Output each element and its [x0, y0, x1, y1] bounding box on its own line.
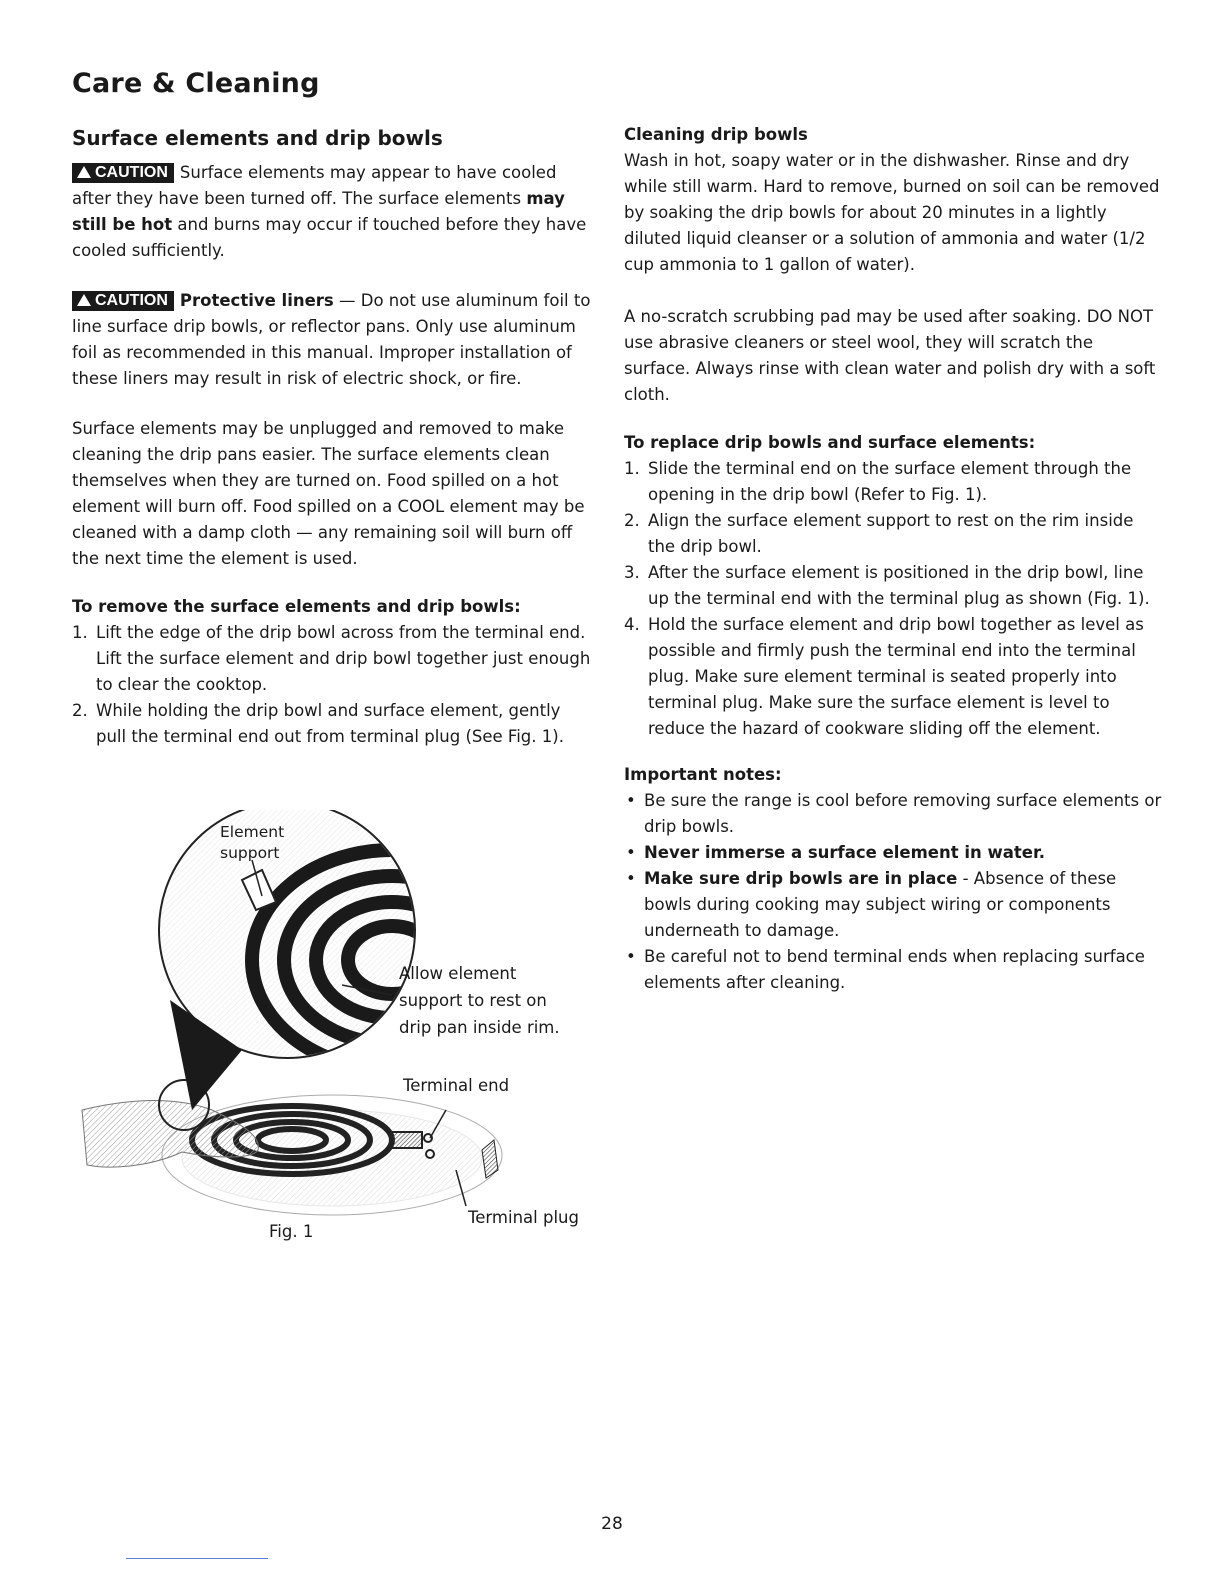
list-item	[624, 840, 1164, 866]
note-bold: Make sure drip bowls are in place	[644, 869, 958, 888]
step-text: Lift the edge of the drip bowl across from the terminal end. Lift the surface element and drip bowl together just enough to clear the cooktop.	[96, 623, 591, 694]
caution-paragraph-1	[72, 160, 594, 264]
page-number: 28	[601, 1514, 623, 1534]
bullet-icon: •	[626, 869, 636, 888]
surface-elements-paragraph: Surface elements may be unplugged and removed to make cleaning the drip pans easier. The surface elements clean themselves when they are turned on. Food spilled on a hot element will burn off. Food spilled on a COOL element may be cleaned with a damp cloth — any remaining soil will burn off the next time the element is used.	[72, 419, 585, 568]
warning-triangle-icon	[77, 166, 91, 178]
replace-steps	[624, 456, 1164, 742]
page-title: Care & Cleaning	[72, 68, 320, 99]
cleaning-paragraph-1: Wash in hot, soapy water or in the dishwasher. Rinse and dry while still warm. Hard to remove, burned on soil can be removed by soaking the drip bowls for about 20 minutes in a lightly diluted liquid cleanser or a solution of ammonia and water (1/2 cup ammonia to 1 gallon of water).	[624, 151, 1160, 274]
right-column	[624, 122, 1164, 996]
remove-heading: To remove the surface elements and drip bowls:	[72, 597, 521, 616]
warning-triangle-icon	[77, 294, 91, 306]
label-allow-element	[399, 960, 560, 1041]
step-number: 2.	[624, 511, 640, 530]
bullet-icon: •	[626, 947, 636, 966]
caution1-text-end: and burns may occur if touched before they have cooled sufficiently.	[72, 215, 587, 260]
list-item	[624, 866, 1164, 944]
label-terminal-end: Terminal end	[403, 1076, 510, 1095]
label-terminal-plug: Terminal plug	[468, 1208, 579, 1227]
notes-heading: Important notes:	[624, 765, 782, 784]
caution-badge	[72, 291, 174, 311]
cleaning-heading: Cleaning drip bowls	[624, 125, 808, 144]
list-item	[624, 560, 1164, 612]
note-text: - Absence of these bowls during cooking may subject wiring or components underneath to damage.	[644, 869, 1117, 940]
label-line: Element	[220, 823, 285, 841]
list-item	[624, 612, 1164, 742]
remove-steps	[72, 620, 594, 750]
note-text: Be sure the range is cool before removing surface elements or drip bowls.	[644, 791, 1162, 836]
step-text: Align the surface element support to rest on the rim inside the drip bowl.	[648, 511, 1134, 556]
note-text: Be careful not to bend terminal ends when replacing surface elements after cleaning.	[644, 947, 1145, 992]
list-item	[624, 944, 1164, 996]
bullet-icon: •	[626, 843, 636, 862]
step-number: 3.	[624, 563, 640, 582]
step-text: After the surface element is positioned in the drip bowl, line up the terminal end with the terminal plug as shown (Fig. 1).	[648, 563, 1150, 608]
figure-caption: Fig. 1	[269, 1222, 314, 1241]
caution2-bold: Protective liners	[179, 291, 334, 310]
figure-1	[62, 810, 602, 1250]
replace-heading: To replace drip bowls and surface elements:	[624, 433, 1036, 452]
list-item	[624, 508, 1164, 560]
step-text: Hold the surface element and drip bowl together as level as possible and firmly push the terminal end into the terminal plug. Make sure element terminal is seated properly into terminal plug. Make sure the surface element is level to reduce the hazard of cookware sliding off the element.	[648, 615, 1144, 738]
label-line: drip pan inside rim.	[399, 1018, 560, 1037]
step-number: 2.	[72, 701, 88, 720]
list-item	[72, 620, 594, 698]
label-line: support to rest on	[399, 991, 547, 1010]
note-bold: Never immerse a surface element in water.	[644, 843, 1046, 862]
caution2-text: — Do not use aluminum foil to line surface drip bowls, or reflector pans. Only use aluminum foil as recommended in this manual. Improper installation of these liners may result in risk of electric shock, or fire.	[72, 291, 591, 388]
footer-rule	[126, 1558, 268, 1559]
step-text: While holding the drip bowl and surface element, gently pull the terminal end out from terminal plug (See Fig. 1).	[96, 701, 564, 746]
step-number: 4.	[624, 615, 640, 634]
list-item	[624, 788, 1164, 840]
step-number: 1.	[72, 623, 88, 642]
caution-paragraph-2	[72, 288, 594, 392]
caution1-text: Surface elements may appear to have cooled after they have been turned off. The surface elements	[72, 163, 557, 208]
cleaning-paragraph-2: A no-scratch scrubbing pad may be used after soaking. DO NOT use abrasive cleaners or steel wool, they will scratch the surface. Always rinse with clean water and polish dry with a soft cloth.	[624, 307, 1156, 404]
section-title: Surface elements and drip bowls	[72, 126, 443, 150]
step-number: 1.	[624, 459, 640, 478]
step-text: Slide the terminal end on the surface element through the opening in the drip bowl (Refer to Fig. 1).	[648, 459, 1132, 504]
label-line: support	[220, 844, 280, 862]
label-line: Allow element	[399, 964, 517, 983]
important-notes	[624, 788, 1164, 996]
caution-label: CAUTION	[95, 292, 168, 309]
terminal-plug-icon	[482, 1140, 498, 1178]
left-column	[72, 120, 594, 750]
list-item	[624, 456, 1164, 508]
label-element-support	[220, 822, 284, 864]
bullet-icon: •	[626, 791, 636, 810]
list-item	[72, 698, 594, 750]
caution-badge	[72, 163, 174, 183]
caution1-bold: may still be hot	[72, 189, 565, 234]
caution-label: CAUTION	[95, 164, 168, 181]
